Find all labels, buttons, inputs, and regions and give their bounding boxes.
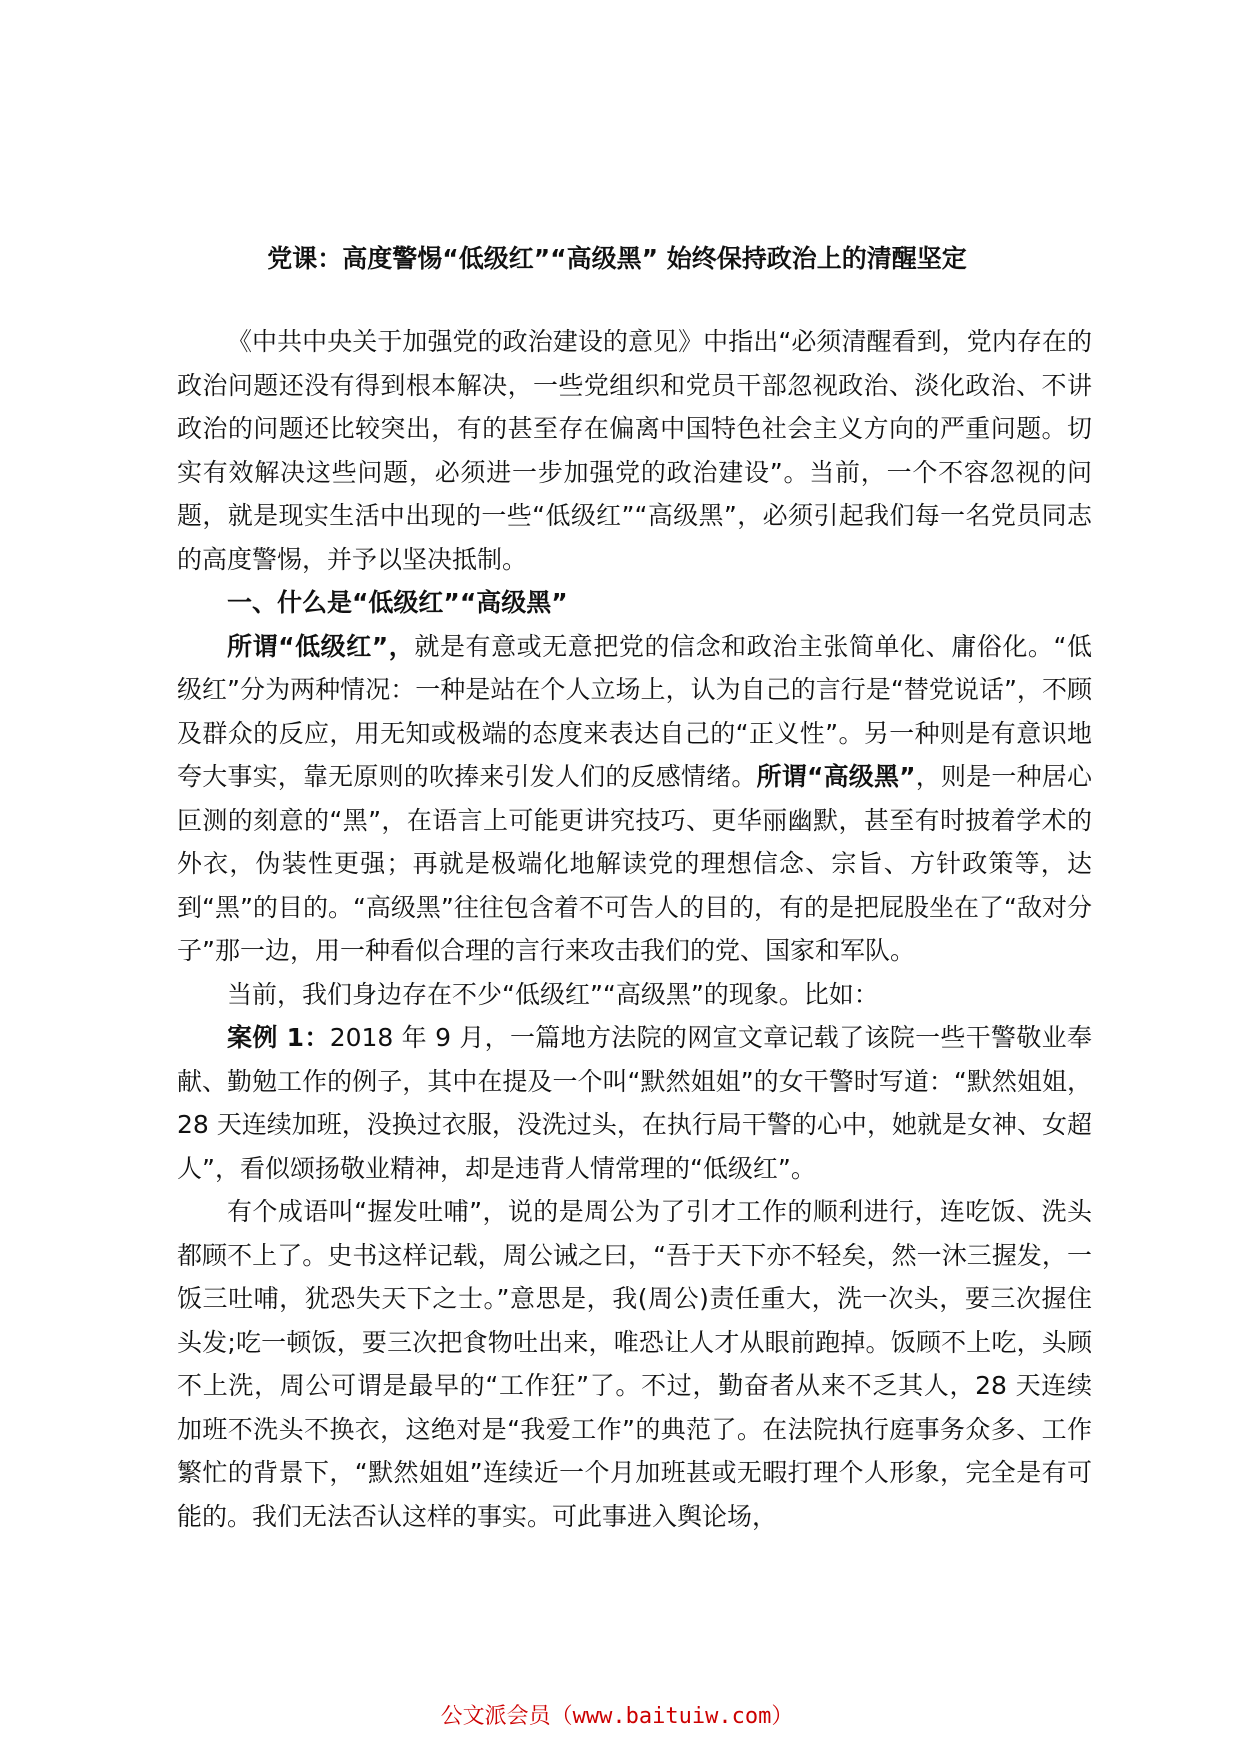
- document-title: 党课：高度警惕“低级红”“高级黑” 始终保持政治上的清醒坚定: [267, 244, 967, 273]
- definition-low-red: 就是有意或无意把党的信念和政治主张简单化、庸俗化。“低级红”分为两种情况：一种是站在个人立场上，认为自己的言行是“替党说话”，不顾及群众的反应，用无知或极端的态度来表达自己的“正义性”。另一种则是有意识地夸大事实，靠无原则的吹捧来引发人们的反感情绪。: [177, 631, 1092, 791]
- paragraph-case-1: [177, 1016, 1092, 1190]
- footer-brand: 公文派会员: [440, 1704, 551, 1729]
- footer-url: （www.baituiw.com）: [550, 1704, 794, 1729]
- document-body: [177, 320, 1092, 1538]
- paragraph-idiom: 有个成语叫“握发吐哺”，说的是周公为了引才工作的顺利进行，连吃饭、洗头都顾不上了。史书这样记载，周公诫之曰，“吾于天下亦不轻矣，然一沐三握发，一饭三吐哺，犹恐失天下之士。”意思是，我(周公)责任重大，洗一次头，要三次握住头发;吃一顿饭，要三次把食物吐出来，唯恐让人才从眼前跑掉。饭顾不上吃，头顾不上洗，周公可谓是最早的“工作狂”了。不过，勤奋者从来不乏其人，28 天连续加班不洗头不换衣，这绝对是“我爱工作”的典范了。在法院执行庭事务众多、工作繁忙的背景下，“默然姐姐”连续近一个月加班甚或无暇打理个人形象，完全是有可能的。我们无法否认这样的事实。可此事进入舆论场，: [177, 1197, 1092, 1531]
- term-low-red: 所谓“低级红”，: [227, 631, 415, 661]
- footer-watermark: [0, 1703, 1234, 1731]
- paragraph-phenomena: 当前，我们身边存在不少“低级红”“高级黑”的现象。比如：: [227, 979, 879, 1009]
- section-heading-1: 一、什么是“低级红”“高级黑”: [227, 588, 568, 617]
- definition-high-black: ，则是一种居心叵测的刻意的“黑”，在语言上可能更讲究技巧、更华丽幽默，甚至有时披着学术的外衣，伪装性更强；再就是极端化地解读党的理想信念、宗旨、方针政策等，达到“黑”的目的。“高级黑”往往包含着不可告人的目的，有的是把屁股坐在了“敌对分子”那一边，用一种看似合理的言行来攻击我们的党、国家和军队。: [177, 762, 1092, 965]
- case-1-label: 案例 1：: [227, 1023, 330, 1052]
- paragraph-intro: 《中共中央关于加强党的政治建设的意见》中指出“必须清醒看到，党内存在的政治问题还没有得到根本解决，一些党组织和党员干部忽视政治、淡化政治、不讲政治的问题还比较突出，有的甚至存在偏离中国特色社会主义方向的严重问题。切实有效解决这些问题，必须进一步加强党的政治建设”。当前，一个不容忽视的问题，就是现实生活中出现的一些“低级红”“高级黑”，必须引起我们每一名党员同志的高度警惕，并予以坚决抵制。: [177, 327, 1092, 574]
- case-1-text: 2018 年 9 月，一篇地方法院的网宣文章记载了该院一些干警敬业奉献、勤勉工作的例子，其中在提及一个叫“默然姐姐”的女干警时写道：“默然姐姐，28 天连续加班，没换过衣服，没洗过头，在执行局干警的心中，她就是女神、女超人”，看似颂扬敬业精神，却是违背人情常理的“低级红”。: [177, 1023, 1092, 1183]
- term-high-black: 所谓“高级黑”: [756, 762, 916, 791]
- paragraph-definitions: [177, 625, 1092, 973]
